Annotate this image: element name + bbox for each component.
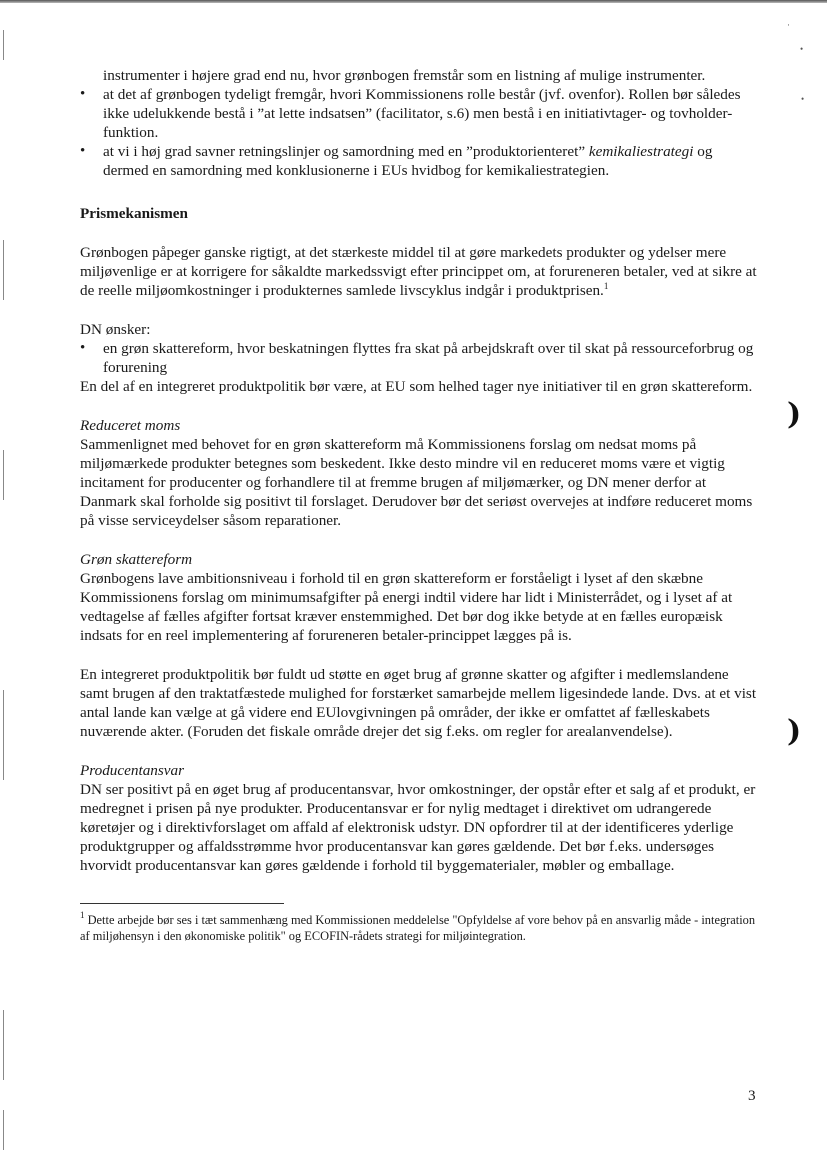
list-item-continuation [80, 66, 760, 85]
punch-hole-mark-icon: ) [787, 714, 802, 749]
list-item-text: en grøn skattereform, hvor beskatningen flyttes fra skat på arbejdskraft over til skat på ressourceforbrug og forurening [103, 340, 754, 376]
list-item [80, 339, 760, 377]
bullet-list-top [80, 66, 760, 180]
scan-margin-mark [3, 1110, 4, 1150]
paragraph: En integreret produktpolitik bør fuldt ud støtte en øget brug af grønne skatter og afgifter i medlemslandene samt brugen af den traktatfæstede mulighed for forstærket samarbejde mellem ligesindede lande. Dvs. at et vist antal lande kan vælge at gå videre end EUlovgivningen på områder, der ikke er omfattet af fælleskabets nuværende akter. (Foruden det fiskale område drejer det sig f.eks. om regler for arealanvendelse). [80, 666, 757, 740]
list-item-text: og dermed en samordning med konklusionerne i EUs hvidbog for kemikaliestrategien. [103, 143, 713, 179]
page-number: 3 [748, 1087, 756, 1104]
subsection-heading: Reduceret moms [80, 417, 181, 434]
punch-hole-mark-icon: ) [787, 397, 802, 432]
paragraph: DN ser positivt på en øget brug af producentansvar, hvor omkostninger, der opstår efter et salg af et produkt, er medregnet i prisen på nye produkter. Producentansvar er for nylig medtaget i direktivet om udrangerede køretøjer og i direktivforslaget om affald af elektronisk udstyr. DN opfordrer til at der identificeres yderlige produktgrupper og affaldsstrømme hvor producentansvar kan gøres gældende. Det bør f.eks. undersøges hvorvidt producentansvar kan gøres gældende i forhold til byggematerialer, møbler og emballage. [80, 781, 756, 874]
subsection-heading: Grøn skattereform [80, 551, 193, 568]
list-item-text: instrumenter i højere grad end nu, hvor grønbogen fremstår som en listning af mulige instrumenter. [103, 67, 706, 84]
footnote [80, 912, 760, 944]
paragraph: En del af en integreret produktpolitik bør være, at EU som helhed tager nye initiativer til en grøn skattereform. [80, 378, 753, 395]
footnote-ref: 1 [603, 281, 609, 291]
bullet-list-dn [80, 339, 760, 377]
paragraph: Sammenlignet med behovet for en grøn skattereform må Kommissionens forslag om nedsat moms på miljømærkede produkter betegnes som beskedent. Ikke desto mindre vil en reduceret moms være et vigtig incitament for producenter og forhandlere til at fremme brugen af miljømærker, og DN mener derfor at Danmark skal forholde sig positivt til forslaget. Derudover bør det seriøst overvejes at indføre reduceret moms på visse serviceydelser såsom reparationer. [80, 436, 753, 529]
scan-margin-mark [3, 30, 4, 60]
italic-term: kemikaliestrategi [588, 143, 694, 160]
paragraph [80, 243, 760, 300]
scan-margin-mark [3, 240, 4, 300]
scan-margin-mark [3, 690, 4, 780]
scan-top-edge [0, 0, 827, 3]
list-item-text: at det af grønbogen tydeligt fremgår, hvori Kommissionens rolle består (jvf. ovenfor). Rollen bør således ikke udelukkende bestå i ”at lette indsatsen” (facilitator, s.6) men bestå i en initiativtager- og tovholder-funktion. [103, 86, 741, 141]
scan-speck-icon: · [787, 20, 790, 30]
paragraph-text: Grønbogen påpeger ganske rigtigt, at det stærkeste middel til at gøre markedets produkter og ydelser mere miljøvenlige er at korrigere for såkaldte markedssvigt efter princippet om, at forureneren betaler, ved at sikre at de reelle miljøomkostninger i produkternes samlede livscyklus indgår i produktprisen. [80, 244, 757, 299]
footnote-number: 1 [80, 910, 85, 920]
subsection-heading: Producentansvar [80, 762, 185, 779]
footnote-divider [80, 903, 284, 904]
paragraph: DN ønsker: [80, 321, 151, 338]
list-item [80, 85, 760, 142]
paragraph: Grønbogens lave ambitionsniveau i forhold til en grøn skattereform er forståeligt i lyset af den skæbne Kommissionens forslag om minimumsafgifter på energi indtil videre har lidt i Ministerrådet, og i lyset af at vedtagelse af fælles afgifter fortsat kræver enstemmighed. Det bør dog ikke betyde at en fælles europæisk indsats for en reel implementering af forureneren betaler-princippet lægges på is. [80, 570, 733, 644]
scan-speck-icon: • [801, 94, 805, 104]
section-heading: Prismekanismen [80, 205, 188, 222]
scan-margin-mark [3, 1010, 4, 1080]
list-item-text: at vi i høj grad savner retningslinjer og samordning med en ”produktorienteret” [103, 143, 586, 160]
document-body [80, 66, 760, 944]
scan-speck-icon: • [800, 44, 804, 54]
scan-margin-mark [3, 450, 4, 500]
footnote-text: Dette arbejde bør ses i tæt sammenhæng med Kommissionen meddelelse "Opfyldelse af vore behov på en ansvarlig måde - integration af miljøhensyn i den økonomiske politik" og ECOFIN-rådets strategi for miljøintegration. [80, 913, 756, 943]
list-item [80, 142, 760, 180]
